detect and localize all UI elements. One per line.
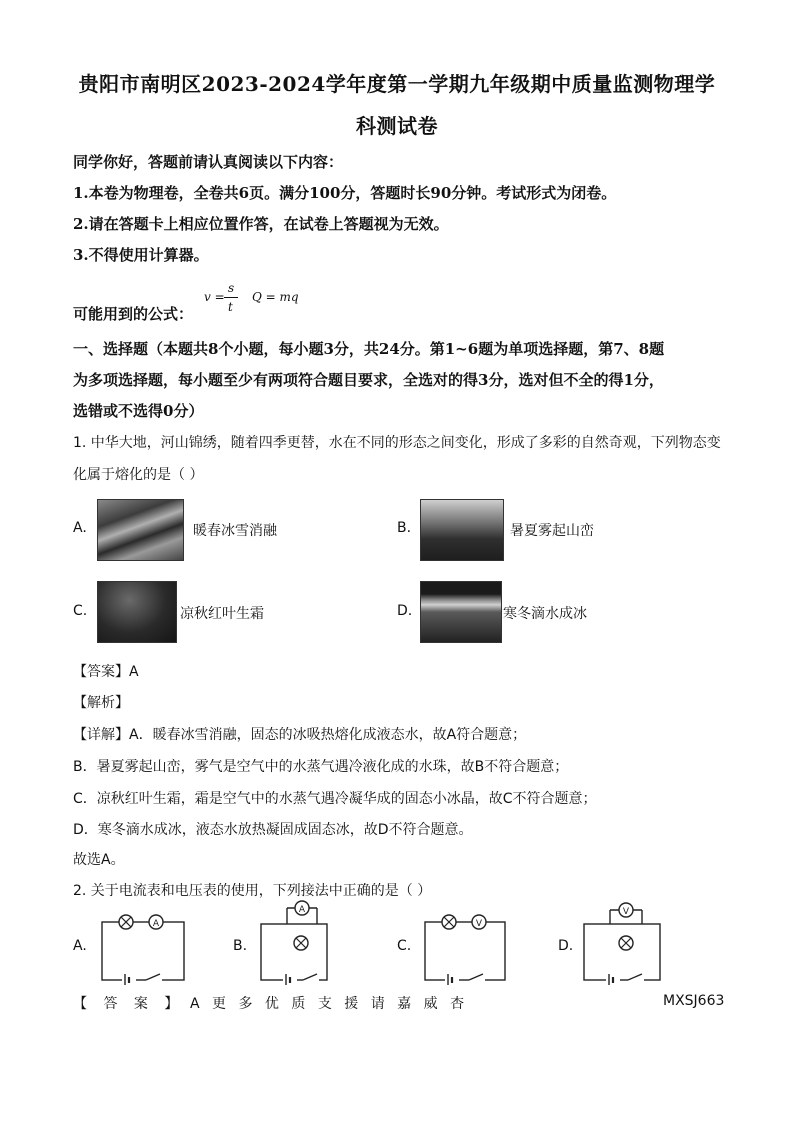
q1-option-c-caption: 凉秋红叶生霜 xyxy=(180,606,264,622)
circuit-a-diagram xyxy=(98,910,188,985)
voltmeter-label-d: V xyxy=(622,907,630,917)
q1-analysis-label: 【解析】 xyxy=(73,695,129,711)
q1-option-c-letter: C. xyxy=(73,603,88,619)
page-title-continued: 科测试卷 xyxy=(356,114,438,138)
formula-label: 可能用到的公式： xyxy=(73,305,194,323)
q2-option-d-letter: D. xyxy=(558,938,574,954)
section-heading-line2: 为多项选择题，每小题至少有两项符合题目要求，全选对的得3分，选对但不全的得1分， xyxy=(73,371,664,389)
q1-detail-a: 【详解】A．暖春冰雪消融，固态的冰吸热熔化成液态水，故A符合题意； xyxy=(73,727,527,743)
q1-detail-b: B．暑夏雾起山峦，雾气是空气中的水蒸气遇冷液化成的水珠，故B不符合题意； xyxy=(73,759,569,775)
formula-v: v = xyxy=(204,290,225,304)
q1-stem-line1: 1. 中华大地，河山锦绣，随着四季更替，水在不同的形态之间变化，形成了多彩的自然奇观，下列物态变 xyxy=(73,435,721,451)
q1-option-b-letter: B. xyxy=(397,520,412,536)
q2-option-c-letter: C. xyxy=(397,938,412,954)
melting-ice-photo xyxy=(97,499,184,561)
fraction-bar xyxy=(224,297,238,298)
q2-option-a-letter: A. xyxy=(73,938,87,954)
q2-stem: 2. 关于电流表和电压表的使用，下列接法中正确的是（ ） xyxy=(73,883,432,899)
formula-q: Q = mq xyxy=(252,290,299,304)
formula-denominator: t xyxy=(228,300,233,314)
q1-option-a-caption: 暖春冰雪消融 xyxy=(193,523,277,539)
icicle-photo xyxy=(420,581,502,643)
notice-item-2: 2.请在答题卡上相应位置作答，在试卷上答题视为无效。 xyxy=(73,215,449,233)
formula-numerator: s xyxy=(228,281,235,295)
q1-option-d-letter: D. xyxy=(397,603,413,619)
q1-option-b-caption: 暑夏雾起山峦 xyxy=(510,523,594,539)
q1-detail-c: C．凉秋红叶生霜，霜是空气中的水蒸气遇冷凝华成的固态小冰晶，故C不符合题意； xyxy=(73,791,597,807)
q2-answer-text: A 更 多 优 质 支 援 请 嘉 威 杏 xyxy=(190,996,469,1012)
mountain-fog-photo xyxy=(420,499,504,561)
q2-code: MXSJ663 xyxy=(663,993,725,1009)
ammeter-label-a: A xyxy=(152,919,160,929)
q1-stem-line2: 化属于熔化的是（ ） xyxy=(73,467,204,483)
ammeter-label-b: A xyxy=(298,905,306,915)
circuit-d-diagram xyxy=(580,900,670,985)
q1-conclusion: 故选A。 xyxy=(73,852,125,868)
page-title: 贵阳市南明区2023-2024学年度第一学期九年级期中质量监测物理学 xyxy=(78,72,716,96)
notice-item-1: 1.本卷为物理卷，全卷共6页。满分100分，答题时长90分钟。考试形式为闭卷。 xyxy=(73,184,617,202)
q2-answer-label: 【 答 案 】 xyxy=(73,996,185,1012)
q1-option-d-caption: 寒冬滴水成冰 xyxy=(503,606,587,622)
voltmeter-label-c: V xyxy=(475,919,483,929)
q1-option-a-letter: A. xyxy=(73,520,87,536)
q1-answer: 【答案】A xyxy=(73,664,139,680)
frost-leaf-photo xyxy=(97,581,177,643)
section-heading-line1: 一、选择题（本题共8个小题，每小题3分，共24分。第1~6题为单项选择题，第7、8题 xyxy=(73,340,665,358)
q1-detail-d: D．寒冬滴水成冰，液态水放热凝固成固态冰，故D不符合题意。 xyxy=(73,822,473,838)
q2-option-b-letter: B. xyxy=(233,938,248,954)
notice-item-3: 3.不得使用计算器。 xyxy=(73,246,209,264)
section-heading-line3: 选错或不选得0分） xyxy=(73,402,204,420)
circuit-c-diagram xyxy=(421,910,511,985)
notice-intro: 同学你好，答题前请认真阅读以下内容： xyxy=(73,153,344,171)
circuit-b-diagram xyxy=(257,900,347,985)
